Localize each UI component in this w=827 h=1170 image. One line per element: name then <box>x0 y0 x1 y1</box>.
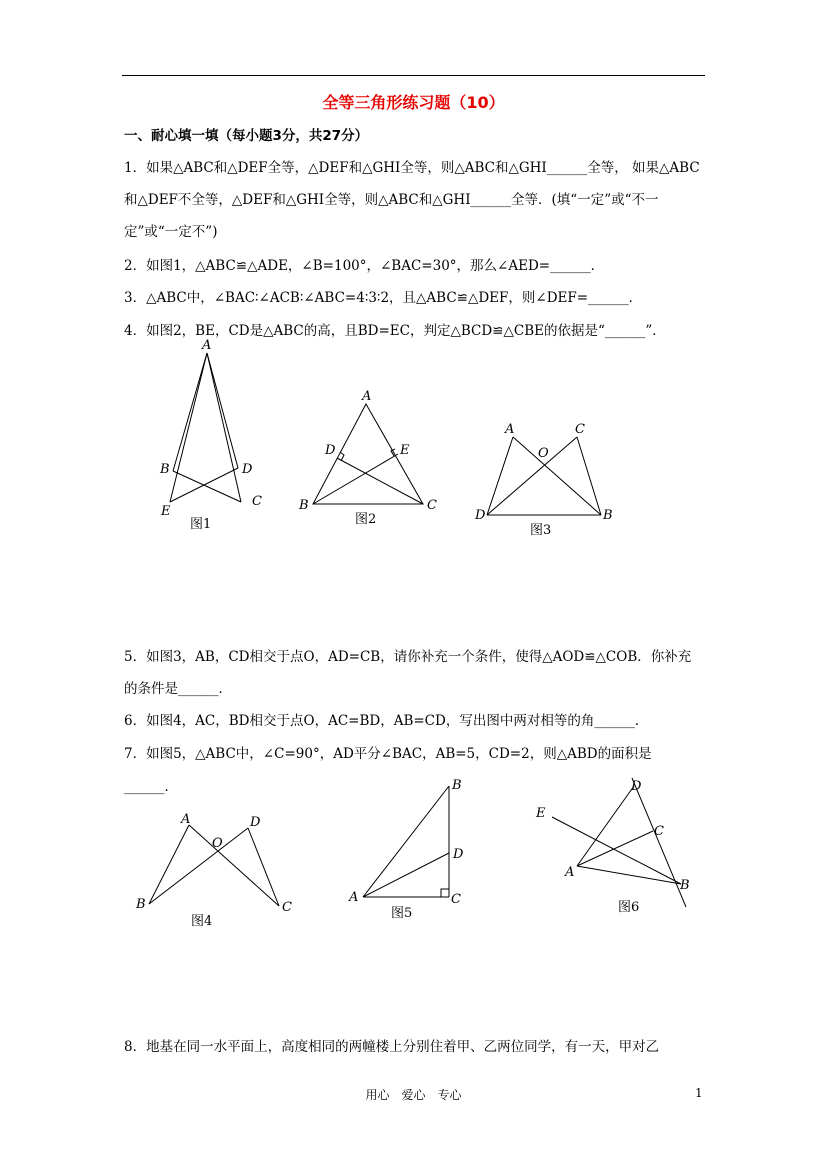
figure-4 <box>130 810 300 935</box>
question-5-line-2: 的条件是______． <box>124 681 232 697</box>
fig3-label-c: C <box>575 422 585 437</box>
fig1-label-a: A <box>202 338 212 353</box>
fig6-caption: 图6 <box>618 900 640 915</box>
question-5-line-1: 5．如图3，AB，CD相交于点O，AD=CB，请你补充一个条件，使得△AOD≌△COB．你补充 <box>124 649 692 665</box>
fig3-caption: 图3 <box>530 523 552 538</box>
fig5-label-c: C <box>451 892 461 907</box>
page-number: 1 <box>695 1086 703 1100</box>
fig1-label-e: E <box>161 504 171 519</box>
fig1-label-d: D <box>242 462 253 477</box>
fig2-label-c: C <box>427 498 437 513</box>
figure-1 <box>150 335 280 535</box>
fig2-label-d: D <box>325 443 336 458</box>
question-3: 3．△ABC中，∠BAC∶∠ACB∶∠ABC=4∶3∶2，且△ABC≌△DEF，则∠DEF=______． <box>124 290 643 306</box>
question-6: 6．如图4，AC，BD相交于点O，AC=BD，AB=CD，写出图中两对相等的角______． <box>124 713 649 729</box>
fig5-label-b: B <box>452 778 462 793</box>
fig1-caption: 图1 <box>190 517 212 532</box>
fig3-label-d: D <box>475 508 486 523</box>
fig5-label-d: D <box>453 847 464 862</box>
section-heading: 一、耐心填一填（每小题3分，共27分） <box>124 128 369 144</box>
fig6-label-c: C <box>654 824 664 839</box>
fig4-label-a: A <box>181 812 191 827</box>
question-8: 8．地基在同一水平面上，高度相同的两幢楼上分别住着甲、乙两位同学，有一天，甲对乙 <box>124 1039 660 1055</box>
fig3-label-a: A <box>505 422 515 437</box>
page-footer: 用心 爱心 专心 <box>365 1088 462 1102</box>
question-7-line-2: ______． <box>124 779 178 795</box>
question-7-line-1: 7．如图5，△ABC中，∠C=90°，AD平分∠BAC，AB=5，CD=2，则△ABD的面积是 <box>124 746 652 762</box>
figure-6 <box>525 772 705 922</box>
fig4-label-o: O <box>212 836 223 851</box>
fig4-caption: 图4 <box>191 914 213 929</box>
question-2: 2．如图1，△ABC≌△ADE，∠B=100°，∠BAC=30°，那么∠AED=______． <box>124 258 605 274</box>
question-1-line-3: 定”或“一定不”) <box>124 224 218 240</box>
fig2-label-b: B <box>299 498 309 513</box>
question-1-line-2: 和△DEF不全等，△DEF和△GHI全等，则△ABC和△GHI______全等．(填“一定”或“不一 <box>124 192 659 208</box>
question-4: 4．如图2，BE，CD是△ABC的高，且BD=EC，判定△BCD≌△CBE的依据是“______”． <box>124 323 666 339</box>
fig5-label-a: A <box>349 890 359 905</box>
fig6-label-d: D <box>631 779 642 794</box>
fig2-label-e: E <box>400 443 410 458</box>
header-rule <box>122 75 705 76</box>
fig4-label-b: B <box>136 897 146 912</box>
fig1-label-b: B <box>160 462 170 477</box>
fig3-label-o: O <box>538 446 549 461</box>
fig6-label-a: A <box>565 865 575 880</box>
fig3-label-b: B <box>603 508 613 523</box>
fig5-caption: 图5 <box>391 906 413 921</box>
fig2-label-a: A <box>362 389 372 404</box>
figure-3 <box>470 418 620 543</box>
fig4-label-d: D <box>250 815 261 830</box>
fig4-label-c: C <box>282 900 292 915</box>
fig6-label-b: B <box>680 878 690 893</box>
fig6-label-e: E <box>536 806 546 821</box>
figure-2 <box>295 385 445 530</box>
fig2-caption: 图2 <box>355 512 377 527</box>
figure-5 <box>340 770 480 925</box>
question-1-line-1: 1．如果△ABC和△DEF全等，△DEF和△GHI全等，则△ABC和△GHI______全等， 如果△ABC <box>124 160 700 176</box>
page-title: 全等三角形练习题（10） <box>322 93 505 112</box>
fig1-label-c: C <box>252 494 262 509</box>
